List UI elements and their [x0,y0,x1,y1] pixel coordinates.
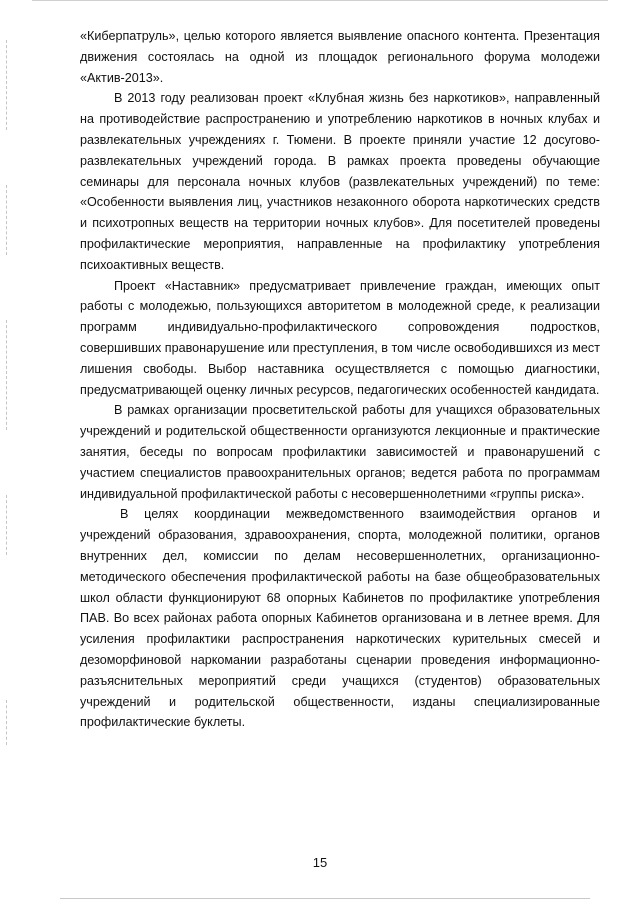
page-number: 15 [312,855,328,870]
margin-mark [6,320,8,430]
paragraph-educational-work: В рамках организации просветительской работы для учащихся образовательных учреждений и родительской общественности организуются лекционные и практические занятия, беседы по вопросам профилактики зависимостей и правонарушений с участием специалистов правоохранительных органов; ведется работа по программам индивидуальной профилактической работы с несовершеннолетними «группы риска». [80,403,600,501]
body-text [80,26,600,733]
paragraph-coordination: В целях координации межведомственного взаимодействия органов и учреждений образования, здравоохранения, спорта, молодежной политики, органов внутренних дел, комиссии по делам несовершеннолетних, организационно-методического обеспечения профилактической работы на базе общеобразовательных школ области функционируют 68 опорных Кабинетов по профилактике употребления ПАВ. Во всех районах работа опорных Кабинетов организована и в летнее время. Для усиления профилактики распространения наркотических курительных смесей и дезоморфиновой наркомании разработаны сценарии проведения информационно-разъяснительных мероприятий среди учащихся (студентов) образовательных учреждений и родительской общественности, изданы специализированные профилактические буклеты. [80,507,600,730]
margin-mark [6,700,8,745]
margin-mark [6,185,8,255]
top-scan-edge [32,0,608,1]
paragraph-kiberpatrul: «Киберпатруль», целью которого является выявление опасного контента. Презентация движения состоялась на одной из площадок регионального форума молодежи «Актив-2013». [80,29,600,85]
margin-mark [6,40,8,130]
paragraph-mentor-project: Проект «Наставник» предусматривает привлечение граждан, имеющих опыт работы с молодежью, пользующихся авторитетом в молодежной среде, к реализации программ индивидуально-профилактического сопровождения подростков, совершивших правонарушение или преступления, в том числе освободившихся из мест лишения свободы. Выбор наставника осуществляется с помощью диагностики, предусматривающей оценку личных ресурсов, педагогических особенностей кандидата. [80,278,600,397]
margin-mark [6,495,8,555]
paragraph-club-life-project: В 2013 году реализован проект «Клубная жизнь без наркотиков», направленный на противодействие распространению и употреблению наркотиков в ночных клубах и развлекательных учреждениях г. Тюмени. В проекте приняли участие 12 досугово-развлекательных учреждений города. В рамках проекта проведены обучающие семинары для персонала ночных клубов (развлекательных учреждений) по теме: «Особенности выявления лиц, участников незаконного оборота наркотических средств и психотропных веществ на территории ночных клубов». Для посетителей проведены профилактические мероприятия, направленные на профилактику употребления психоактивных веществ. [80,91,600,272]
bottom-scan-edge [60,898,590,899]
